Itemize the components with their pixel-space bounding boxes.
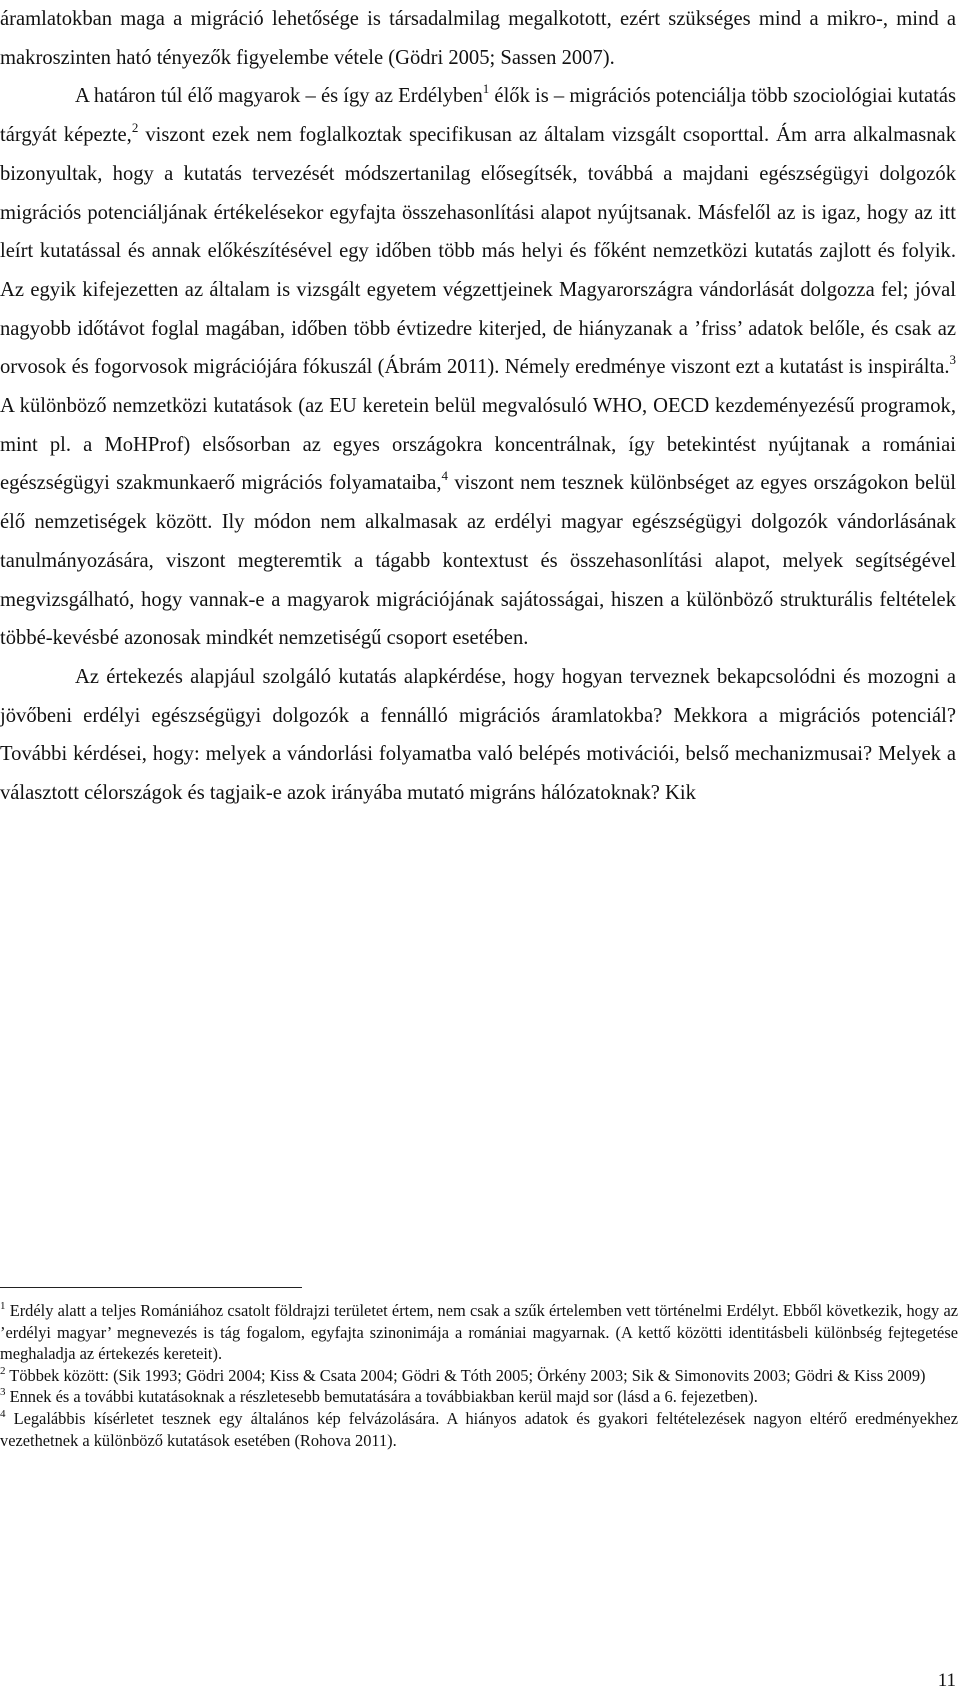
paragraph-text: áramlatokban maga a migráció lehetősége is társadalmilag megalkotott, ezért szükséges mind a mikro-, mind a makroszinten ható tényezők figyelembe vétele (Gödri 2005; Sassen 2007). [0, 8, 956, 69]
footnote-ref-4[interactable]: 4 [441, 468, 449, 484]
footnote-1 [0, 1300, 958, 1365]
footnote-number: 3 [0, 1386, 6, 1399]
footnote-number: 4 [0, 1407, 6, 1420]
footnote-4 [0, 1408, 958, 1451]
paragraph-text: élők is – migrációs potenciálja több szociológiai kutatás tárgyát képezte, [0, 85, 956, 147]
paragraph-text: A különböző nemzetközi kutatások (az EU keretein belül megvalósuló WHO, OECD kezdeményezésű programok, mint pl. a MoHProf) elsősorban az egyes országokra koncentrálnak, így betekintést nyújtanak a romániai egészségügyi szakmunkaerő migrációs folyamataiba, [0, 395, 956, 495]
footnote-ref-3[interactable]: 3 [949, 352, 956, 368]
footnote-text: Ennek és a további kutatásoknak a részletesebb bemutatására a továbbiakban kerül majd sor (lásd a 6. fejezetben). [5, 1387, 758, 1407]
paragraph-text: viszont ezek nem foglalkoztak specifikusan az általam vizsgált csoporttal. Ám arra alkalmasnak bizonyultak, hogy a kutatás tervezését módszertanilag elősegítsék, továbbá a majdani egészségügyi dolgozók migrációs potenciáljának értékelésekor egyfajta összehasonlítási alapot nyújtsanak. Másfelől az is igaz, hogy az itt leírt kutatással és annak előkészítésével egy időben több más helyi és főként nemzetközi kutatás zajlott és folyik. Az egyik kifejezetten az általam is vizsgált egyetem végzettjeinek Magyarországra vándorlását dolgozza fel; jóval nagyobb időtávot foglal magában, időben több évtizedre kiterjed, de hiányzanak a ’friss’ adatok belőle, és csak az orvosok és fogorvosok migrációjára fókuszál (Ábrám 2011). Némely eredménye viszont ezt a kutatást is inspirálta. [0, 124, 956, 379]
footnote-text: Legalábbis kísérletet tesznek egy általános kép felvázolására. A hiányos adatok és gyakori feltételezések nagyon eltérő eredményekhez vezethetnek a különböző kutatások esetében (Rohova 2011). [0, 1408, 958, 1450]
main-text [0, 0, 956, 813]
footnote-ref-2[interactable]: 2 [131, 120, 139, 136]
footnotes [0, 1296, 958, 1451]
paragraph-text: Az értekezés alapjául szolgáló kutatás alapkérdése, hogy hogyan terveznek bekapcsolódni és mozogni a jövőbeni erdélyi egészségügyi dolgozók a fennálló migrációs áramlatokba? Mekkora a migrációs potenciál? További kérdései, hogy: melyek a vándorlási folyamatba való belépés motivációi, belső mechanizmusai? Melyek a választott célországok és tagjaik-e azok irányába mutató migráns hálózatoknak? Kik [0, 665, 956, 805]
page-number: 11 [937, 1670, 956, 1691]
paragraph-research-context [0, 77, 956, 658]
footnote-ref-1[interactable]: 1 [482, 81, 490, 97]
paragraph-continued [0, 0, 956, 77]
paragraph-research-questions [0, 658, 956, 813]
footnote-2 [0, 1365, 958, 1387]
paragraph-text: viszont nem tesznek különbséget az egyes országokon belül élő nemzetiségek között. Ily módon nem alkalmasak az erdélyi magyar egészségügyi dolgozók vándorlásának tanulmányozására, viszont megteremtik a tágabb kontextust és összehasonlítási alapot, melyek segítségével megvizsgálható, hogy vannak-e a magyarok migrációjának sajátosságai, hiszen a különböző strukturális feltételek többé-kevésbé azonosak mindkét nemzetiségű csoport esetében. [0, 472, 956, 650]
footnote-separator [0, 1287, 302, 1288]
footnote-number: 1 [0, 1300, 6, 1312]
footnote-3 [0, 1386, 958, 1408]
footnote-number: 2 [0, 1364, 6, 1377]
paragraph-text: A határon túl élő magyarok – és így az Erdélyben [75, 85, 483, 108]
footnote-text: Erdély alatt a teljes Romániához csatolt földrajzi területet értem, nem csak a szűk értelemben vett történelmi Erdélyt. Ebből következik, hogy az ’erdélyi magyar’ megnevezés is tág fogalom, egyfajta szinonimája a romániai magyarnak. (A kettő közötti identitásbeli különbség fejtegetése meghaladja az értekezés kereteit). [0, 1301, 958, 1364]
footnote-text: Többek között: (Sik 1993; Gödri 2004; Kiss & Csata 2004; Gödri & Tóth 2005; Örkény 2003; Sik & Simonovits 2003; Gödri & Kiss 2009) [5, 1365, 926, 1385]
